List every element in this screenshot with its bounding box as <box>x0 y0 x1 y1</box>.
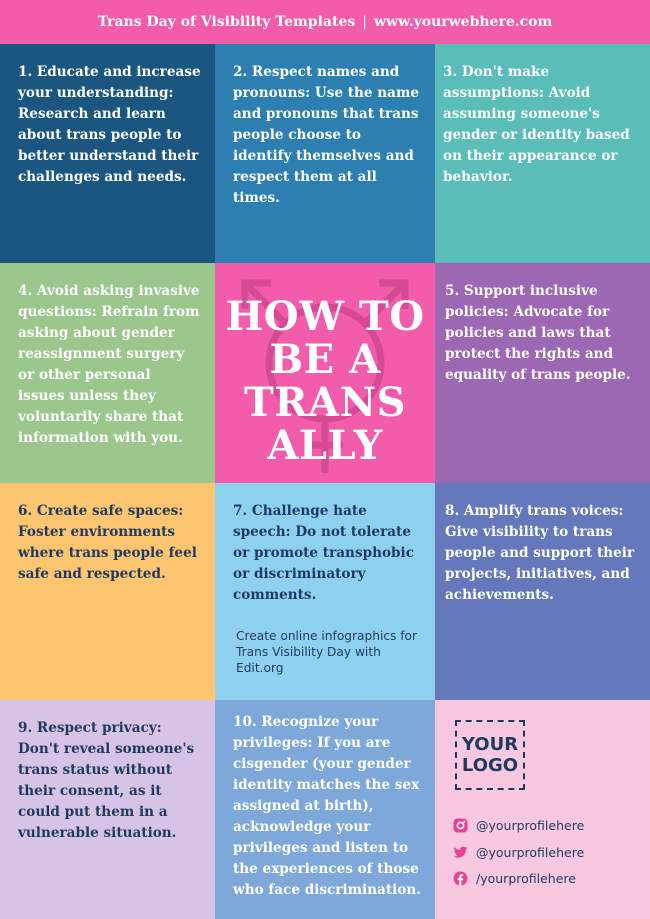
tip-card-1 <box>0 44 215 263</box>
tip-card-8 <box>435 483 650 700</box>
tip-card-10 <box>215 700 435 919</box>
tip-text-9: 9. Respect privacy: Don't reveal someone's trans status without their consent, as it could put them in a vulnerable situation. <box>18 720 195 841</box>
logo-line-1: YOUR <box>461 734 519 755</box>
social-instagram[interactable] <box>453 818 584 833</box>
tip-card-6 <box>0 483 215 700</box>
header-title: Trans Day of Visibility Templates <box>97 14 356 30</box>
center-title: HOW TO BE A TRANS ALLY <box>225 293 425 469</box>
tip-card-3 <box>435 44 650 263</box>
tip-text-10: 10. Recognize your privileges: If you are cisgender (your gender identity matches the sex assigned at birth), acknowledge your privileges and listen to the experiences of those who face discrimination. <box>233 714 421 898</box>
tip-card-9 <box>0 700 215 919</box>
tip-card-2 <box>215 44 435 263</box>
tip-text-1: 1. Educate and increase your understanding: Research and learn about trans people to better understand their challenges and needs. <box>18 64 201 185</box>
facebook-handle: /yourprofilehere <box>476 871 576 886</box>
center-title-block <box>215 263 435 483</box>
logo-line-2: LOGO <box>461 755 519 776</box>
tip-text-3: 3. Don't make assumptions: Avoid assuming someone's gender or identity based on their appearance or behavior. <box>443 64 630 185</box>
header-website: www.yourwebhere.com <box>373 14 553 30</box>
twitter-icon <box>453 845 468 860</box>
promo-note: Create online infographics for Trans Visibility Day with Edit.org <box>236 629 418 675</box>
header-separator: | <box>362 14 367 30</box>
tip-card-7 <box>215 483 435 700</box>
tip-text-2: 2. Respect names and pronouns: Use the name and pronouns that trans people choose to identify themselves and respect them at all times. <box>233 64 420 206</box>
tip-text-8: 8. Amplify trans voices: Give visibility to trans people and support their projects, initiatives, and achievements. <box>445 503 635 603</box>
social-facebook[interactable] <box>453 871 576 886</box>
tip-text-5: 5. Support inclusive policies: Advocate for policies and laws that protect the rights and equality of trans people. <box>445 283 631 383</box>
instagram-icon <box>453 818 468 833</box>
tip-card-4 <box>0 263 215 483</box>
tip-card-5 <box>435 263 650 483</box>
social-twitter[interactable] <box>453 845 584 860</box>
twitter-handle: @yourprofilehere <box>476 845 585 860</box>
instagram-handle: @yourprofilehere <box>476 818 585 833</box>
tip-text-6: 6. Create safe spaces: Foster environments where trans people feel safe and respected. <box>18 503 197 582</box>
header-bar <box>0 0 650 44</box>
facebook-icon <box>453 871 468 886</box>
tip-text-4: 4. Avoid asking invasive questions: Refrain from asking about gender reassignment surgery or other personal issues unless they voluntarily share that information with you. <box>18 283 200 446</box>
logo-placeholder <box>455 720 525 790</box>
tip-text-7: 7. Challenge hate speech: Do not tolerate or promote transphobic or discriminatory comments. <box>233 503 414 603</box>
